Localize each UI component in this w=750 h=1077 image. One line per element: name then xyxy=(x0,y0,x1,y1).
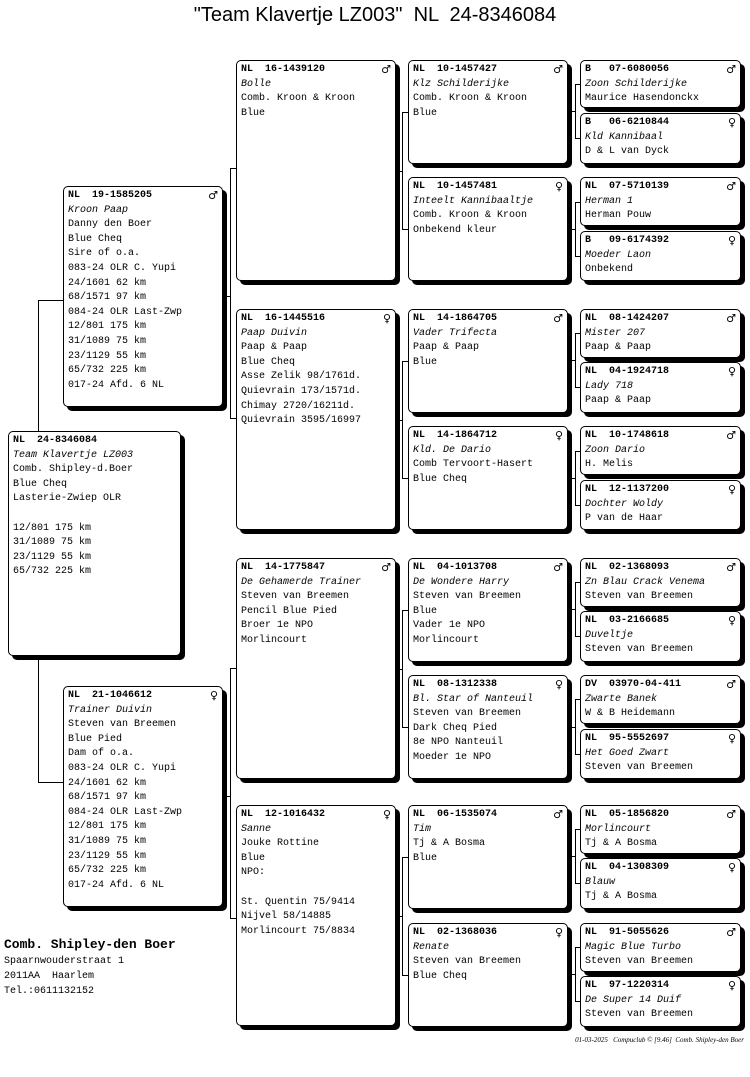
pigeon-name: Lady 718 xyxy=(585,380,634,392)
pigeon-info-line: Blue xyxy=(413,605,438,617)
pigeon-card-sire[interactable] xyxy=(63,186,223,407)
pigeon-info-line: Steven van Breemen xyxy=(585,762,694,774)
pigeon-info-line: 083-24 OLR C. Yupi xyxy=(68,762,177,774)
pigeon-card-g15[interactable] xyxy=(580,923,741,972)
pigeon-info-line: Broer 1e NPO xyxy=(241,620,314,632)
female-symbol-icon: ♀ xyxy=(727,365,736,378)
pigeon-ring xyxy=(585,483,736,498)
pigeon-info-line: Morlincourt xyxy=(241,634,308,646)
pigeon-card-ssd[interactable] xyxy=(408,177,568,281)
connector-line xyxy=(568,478,575,479)
ring-number: NL 14-1864705 xyxy=(413,313,498,324)
pigeon-ring xyxy=(585,808,736,823)
pigeon-name: Zwarte Banek xyxy=(585,693,658,705)
pigeon-name: Paap Duivin xyxy=(241,327,308,339)
pigeon-info-line: Blue Cheq xyxy=(241,356,296,368)
pigeon-name: Team Klavertje LZ003 xyxy=(13,449,134,461)
pigeon-name: Mister 207 xyxy=(585,327,646,339)
pigeon-name: De Gehamerde Trainer xyxy=(241,576,362,588)
owner-street: Spaarnwouderstraat 1 xyxy=(4,956,125,967)
pigeon-info-line: 017-24 Afd. 6 NL xyxy=(68,379,165,391)
pigeon-info-line: Paap & Paap xyxy=(585,342,652,354)
pigeon-ring xyxy=(585,234,736,249)
pigeon-card-g13[interactable] xyxy=(580,805,741,854)
pigeon-name: Bolle xyxy=(241,78,272,90)
pigeon-info-line: Dam of o.a. xyxy=(68,748,135,760)
ring-number: NL 14-1864712 xyxy=(413,430,498,441)
ring-number: NL 05-1856820 xyxy=(585,809,670,820)
ring-number: B 07-6080056 xyxy=(585,64,670,75)
pigeon-ring xyxy=(585,180,736,195)
ring-number: NL 04-1308309 xyxy=(585,862,670,873)
pigeon-info-line: 65/732 225 km xyxy=(68,865,147,877)
pigeon-name: Sanne xyxy=(241,823,272,835)
ring-number: DV 03970-04-411 xyxy=(585,679,682,690)
pigeon-name: Kld. De Dario xyxy=(413,444,492,456)
pigeon-info-line: 23/1129 55 km xyxy=(68,850,147,862)
pigeon-card-g8[interactable] xyxy=(580,480,741,530)
pigeon-info-line: Nijvel 58/14885 xyxy=(241,911,332,923)
pigeon-name: Kroon Paap xyxy=(68,204,129,216)
female-symbol-icon: ♀ xyxy=(727,861,736,874)
ring-number: NL 02-1368093 xyxy=(585,562,670,573)
female-symbol-icon: ♀ xyxy=(554,926,563,939)
pigeon-info-line: 68/1571 97 km xyxy=(68,792,147,804)
pigeon-ring xyxy=(585,732,736,747)
pigeon-card-g5[interactable] xyxy=(580,309,741,358)
male-symbol-icon: ♂ xyxy=(381,561,391,574)
pigeon-card-g10[interactable] xyxy=(580,611,741,662)
pigeon-card-g3[interactable] xyxy=(580,177,741,226)
pigeon-info-line: Morlincourt xyxy=(413,634,480,646)
pigeon-info-line: Blue xyxy=(413,107,438,119)
pigeon-info-line: Tj & A Bosma xyxy=(413,838,486,850)
male-symbol-icon: ♂ xyxy=(726,312,736,325)
pigeon-info-line: 12/801 175 km xyxy=(68,321,147,333)
male-symbol-icon: ♂ xyxy=(726,926,736,939)
pigeon-card-g1[interactable] xyxy=(580,60,741,108)
ring-number: NL 12-1016432 xyxy=(241,809,326,820)
pigeon-card-subject[interactable] xyxy=(8,431,181,656)
pigeon-name: Vader Trifecta xyxy=(413,327,498,339)
pigeon-info-line: Blue xyxy=(241,852,266,864)
connector-line xyxy=(38,300,39,431)
pigeon-info-line: 65/732 225 km xyxy=(68,365,147,377)
connector-line xyxy=(568,360,575,361)
pigeon-info-line: 23/1129 55 km xyxy=(68,350,147,362)
footer xyxy=(0,1036,744,1044)
pigeon-info-line: Morlincourt 75/8834 xyxy=(241,925,356,937)
pigeon-card-dsd[interactable] xyxy=(408,675,568,779)
male-symbol-icon: ♂ xyxy=(726,808,736,821)
connector-line xyxy=(575,333,576,387)
pigeon-ring xyxy=(413,429,563,444)
pigeon-card-ddd[interactable] xyxy=(408,923,568,1027)
male-symbol-icon: ♂ xyxy=(726,429,736,442)
pigeon-info-line: Paap & Paap xyxy=(413,342,480,354)
pigeon-ring xyxy=(241,63,391,78)
pigeon-info-line: Moeder 1e NPO xyxy=(413,751,492,763)
pigeon-card-dam-dam[interactable] xyxy=(236,805,396,1026)
pigeon-ring xyxy=(585,979,736,994)
ring-number: NL 19-1585205 xyxy=(68,190,153,201)
pigeon-info-line: Blue Cheq xyxy=(13,478,68,490)
female-symbol-icon: ♀ xyxy=(727,116,736,129)
pigeon-info-line: 12/801 175 km xyxy=(68,821,147,833)
pigeon-ring xyxy=(413,180,563,195)
connector-line xyxy=(402,361,403,478)
female-symbol-icon: ♀ xyxy=(727,483,736,496)
pigeon-card-sss[interactable] xyxy=(408,60,568,164)
owner-block xyxy=(4,936,176,999)
connector-line xyxy=(568,229,575,230)
pigeon-card-sire-dam[interactable] xyxy=(236,309,396,530)
connector-line xyxy=(575,451,576,505)
pigeon-ring xyxy=(13,434,176,449)
pigeon-info-line: St. Quentin 75/9414 xyxy=(241,896,356,908)
pigeon-card-dss[interactable] xyxy=(408,558,568,662)
connector-line xyxy=(38,782,63,783)
connector-line xyxy=(223,296,230,297)
owner-name: Comb. Shipley-den Boer xyxy=(4,937,176,952)
connector-line xyxy=(230,168,231,418)
pigeon-info-line: Comb. Kroon & Kroon xyxy=(413,93,528,105)
pigeon-info-line: Vader 1e NPO xyxy=(413,620,486,632)
pigeon-info-line: Herman Pouw xyxy=(585,210,652,222)
pigeon-info-line: Blue xyxy=(413,356,438,368)
connector-line xyxy=(396,420,402,421)
pigeon-info-line: Paap & Paap xyxy=(585,395,652,407)
pigeon-info-line: 31/1089 75 km xyxy=(13,537,92,549)
pigeon-info-line: 084-24 OLR Last-Zwp xyxy=(68,806,183,818)
female-symbol-icon: ♀ xyxy=(727,732,736,745)
male-symbol-icon: ♂ xyxy=(726,678,736,691)
pigeon-name: Trainer Duivin xyxy=(68,704,153,716)
pigeon-card-g2[interactable] xyxy=(580,113,741,164)
pigeon-info-line: Comb. Shipley-d.Boer xyxy=(13,464,134,476)
footer-date: 01-03-2025 xyxy=(575,1036,608,1044)
pigeon-info-line: 017-24 Afd. 6 NL xyxy=(68,879,165,891)
pigeon-info-line: H. Melis xyxy=(585,459,634,471)
pigeon-info-line: 68/1571 97 km xyxy=(68,292,147,304)
pigeon-info-line: W & B Heidemann xyxy=(585,708,676,720)
pigeon-ring xyxy=(241,561,391,576)
owner-city: 2011AA Haarlem xyxy=(4,971,95,982)
connector-line xyxy=(223,796,230,797)
pigeon-name: Dochter Woldy xyxy=(585,498,664,510)
ring-number: NL 03-2166685 xyxy=(585,615,670,626)
pigeon-name: Morlincourt xyxy=(585,823,652,835)
pigeon-name: Het Goed Zwart xyxy=(585,747,670,759)
ring-number: NL 07-5710139 xyxy=(585,181,670,192)
pigeon-card-g9[interactable] xyxy=(580,558,741,607)
pigeon-info-line: Tj & A Bosma xyxy=(585,838,658,850)
pigeon-name: Magic Blue Turbo xyxy=(585,941,682,953)
pigeon-info-line: Steven van Breemen xyxy=(413,956,522,968)
pigeon-info-line: Steven van Breemen xyxy=(68,719,177,731)
ring-number: NL 24-8346084 xyxy=(13,435,98,446)
ring-number: NL 97-1220314 xyxy=(585,980,670,991)
pigeon-ring xyxy=(585,312,736,327)
connector-line xyxy=(396,171,402,172)
ring-number: NL 16-1445516 xyxy=(241,313,326,324)
female-symbol-icon: ♀ xyxy=(727,234,736,247)
male-symbol-icon: ♂ xyxy=(553,63,563,76)
pigeon-info-line: NPO: xyxy=(241,867,266,879)
pigeon-info-line: Danny den Boer xyxy=(68,219,153,231)
pigeon-info-line: Blue Pied xyxy=(68,733,123,745)
owner-phone: Tel.:0611132152 xyxy=(4,986,95,997)
connector-line xyxy=(568,727,575,728)
pigeon-card-g11[interactable] xyxy=(580,675,741,724)
ring-number: NL 08-1424207 xyxy=(585,313,670,324)
pigeon-info-line: 084-24 OLR Last-Zwp xyxy=(68,306,183,318)
pigeon-info-line: 8e NPO Nanteuil xyxy=(413,737,504,749)
pigeon-info-line: P van de Haar xyxy=(585,513,664,525)
ring-number: B 06-6210844 xyxy=(585,117,670,128)
pigeon-card-g7[interactable] xyxy=(580,426,741,475)
pigeon-info-line: 31/1089 75 km xyxy=(68,335,147,347)
pigeon-info-line: Blue xyxy=(413,852,438,864)
female-symbol-icon: ♀ xyxy=(382,312,391,325)
pigeon-ring xyxy=(585,429,736,444)
pigeon-info-line: Steven van Breemen xyxy=(413,708,522,720)
pigeon-info-line: Jouke Rottine xyxy=(241,838,320,850)
female-symbol-icon: ♀ xyxy=(554,180,563,193)
pigeon-info-line: Asse Zelik 98/1761d. xyxy=(241,371,362,383)
ring-number: NL 10-1748618 xyxy=(585,430,670,441)
pigeon-info-line: Chimay 2720/16211d. xyxy=(241,400,356,412)
pigeon-card-g6[interactable] xyxy=(580,362,741,413)
connector-line xyxy=(575,947,576,1001)
ring-number: NL 10-1457427 xyxy=(413,64,498,75)
ring-number: NL 14-1775847 xyxy=(241,562,326,573)
pigeon-info-line: Paap & Paap xyxy=(241,342,308,354)
pigeon-info-line: 24/1601 62 km xyxy=(68,277,147,289)
connector-line xyxy=(568,609,575,610)
pigeon-info-line: Steven van Breemen xyxy=(585,644,694,656)
pigeon-ring xyxy=(585,561,736,576)
pigeon-ring xyxy=(68,189,218,204)
pigeon-info-line: Comb. Kroon & Kroon xyxy=(413,210,528,222)
female-symbol-icon: ♀ xyxy=(382,808,391,821)
pigeon-ring xyxy=(585,63,736,78)
pigeon-info-line: 24/1601 62 km xyxy=(68,777,147,789)
pigeon-info-line: Lasterie-Zwiep OLR xyxy=(13,493,122,505)
pigeon-card-g14[interactable] xyxy=(580,858,741,909)
pigeon-info-line: Steven van Breemen xyxy=(413,591,522,603)
pigeon-card-sdd[interactable] xyxy=(408,426,568,530)
pigeon-info-line: Comb. Kroon & Kroon xyxy=(241,93,356,105)
connector-line xyxy=(575,582,576,636)
female-symbol-icon: ♀ xyxy=(727,614,736,627)
ring-number: NL 12-1137200 xyxy=(585,484,670,495)
pigeon-ring xyxy=(413,312,563,327)
pigeon-info-line: Steven van Breemen xyxy=(585,1009,694,1021)
ring-number: NL 02-1368036 xyxy=(413,927,498,938)
footer-program: Compuclub © [9.46] xyxy=(613,1036,672,1044)
pigeon-info-line: 23/1129 55 km xyxy=(13,551,92,563)
male-symbol-icon: ♂ xyxy=(726,180,736,193)
pigeon-name: Kld Kannibaal xyxy=(585,131,664,143)
connector-line xyxy=(575,84,576,138)
pigeon-info-line: Maurice Hasendonckx xyxy=(585,93,700,105)
pigeon-name: Blauw xyxy=(585,876,616,888)
pigeon-ring xyxy=(241,312,391,327)
pigeon-name: De Wondere Harry xyxy=(413,576,510,588)
pigeon-card-dam-sire[interactable] xyxy=(236,558,396,779)
pigeon-card-dds[interactable] xyxy=(408,805,568,909)
pigeon-name: Moeder Laon xyxy=(585,249,652,261)
pigeon-card-g16[interactable] xyxy=(580,976,741,1027)
female-symbol-icon: ♀ xyxy=(727,979,736,992)
pigeon-name: Klz Schilderijke xyxy=(413,78,510,90)
connector-line xyxy=(38,656,39,782)
ring-number: NL 04-1924718 xyxy=(585,366,670,377)
pigeon-name: Tim xyxy=(413,823,432,835)
pigeon-ring xyxy=(413,926,563,941)
male-symbol-icon: ♂ xyxy=(208,189,218,202)
pigeon-name: Duveltje xyxy=(585,629,634,641)
pigeon-ring xyxy=(585,926,736,941)
pigeon-card-g12[interactable] xyxy=(580,729,741,779)
pigeon-info-line: Blue xyxy=(241,107,266,119)
male-symbol-icon: ♂ xyxy=(553,561,563,574)
footer-owner: Comb. Shipley-den Boer xyxy=(675,1036,744,1044)
pigeon-ring xyxy=(585,678,736,693)
pigeon-info-line: 65/732 225 km xyxy=(13,566,92,578)
pigeon-info-line: Dark Cheq Pied xyxy=(413,722,498,734)
pigeon-info-line: Pencil Blue Pied xyxy=(241,605,338,617)
male-symbol-icon: ♂ xyxy=(553,808,563,821)
pigeon-info-line: D & L van Dyck xyxy=(585,146,670,158)
connector-line xyxy=(568,856,575,857)
pigeon-name: Zn Blau Crack Venema xyxy=(585,576,706,588)
pigeon-card-dam[interactable] xyxy=(63,686,223,907)
female-symbol-icon: ♀ xyxy=(209,689,218,702)
connector-line xyxy=(575,699,576,754)
ring-number: NL 16-1439120 xyxy=(241,64,326,75)
pigeon-name: Renate xyxy=(413,941,450,953)
pigeon-name: De Super 14 Duif xyxy=(585,994,682,1006)
pigeon-card-sire-sire[interactable] xyxy=(236,60,396,281)
pigeon-info-line: 31/1089 75 km xyxy=(68,835,147,847)
pigeon-ring xyxy=(413,808,563,823)
ring-number: B 09-6174392 xyxy=(585,235,670,246)
pigeon-info-line: Blue Cheq xyxy=(68,233,123,245)
connector-line xyxy=(402,112,403,229)
pigeon-info-line: 083-24 OLR C. Yupi xyxy=(68,262,177,274)
pigeon-name: Zoon Schilderijke xyxy=(585,78,688,90)
pigeon-info-line: Onbekend xyxy=(585,264,634,276)
pigeon-info-line: Steven van Breemen xyxy=(585,956,694,968)
pigeon-ring xyxy=(413,678,563,693)
ring-number: NL 06-1535074 xyxy=(413,809,498,820)
pigeon-ring xyxy=(585,861,736,876)
male-symbol-icon: ♂ xyxy=(381,63,391,76)
pigeon-info-line: Quievrain 173/1571d. xyxy=(241,385,362,397)
pigeon-info-line: Comb Tervoort-Hasert xyxy=(413,459,534,471)
ring-number: NL 04-1013708 xyxy=(413,562,498,573)
pigeon-info-line: Steven van Breemen xyxy=(585,591,694,603)
pigeon-ring xyxy=(241,808,391,823)
ring-number: NL 91-5055626 xyxy=(585,927,670,938)
pigeon-ring xyxy=(68,689,218,704)
pigeon-info-line: 12/801 175 km xyxy=(13,522,92,534)
male-symbol-icon: ♂ xyxy=(553,312,563,325)
connector-line xyxy=(396,669,402,670)
ring-number: NL 95-5552697 xyxy=(585,733,670,744)
pigeon-card-sds[interactable] xyxy=(408,309,568,413)
connector-line xyxy=(230,668,231,918)
connector-line xyxy=(568,974,575,975)
male-symbol-icon: ♂ xyxy=(726,63,736,76)
pigeon-card-g4[interactable] xyxy=(580,231,741,281)
connector-line xyxy=(38,300,63,301)
pigeon-name: Zoon Dario xyxy=(585,444,646,456)
male-symbol-icon: ♂ xyxy=(726,561,736,574)
pigeon-name: Inteelt Kannibaaltje xyxy=(413,195,534,207)
pigeon-info-line: Sire of o.a. xyxy=(68,248,141,260)
pigeon-name: Bl. Star of Nanteuil xyxy=(413,693,534,705)
ring-number: NL 21-1046612 xyxy=(68,690,153,701)
pigeon-ring xyxy=(585,365,736,380)
pigeon-name: Herman 1 xyxy=(585,195,634,207)
connector-line xyxy=(575,829,576,883)
female-symbol-icon: ♀ xyxy=(554,429,563,442)
pigeon-info-line: Steven van Breemen xyxy=(241,591,350,603)
pigeon-info-line xyxy=(241,881,391,896)
connector-line xyxy=(402,857,403,975)
pigeon-ring xyxy=(585,116,736,131)
pigeon-ring xyxy=(413,561,563,576)
connector-line xyxy=(402,610,403,727)
pigeon-ring xyxy=(413,63,563,78)
female-symbol-icon: ♀ xyxy=(554,678,563,691)
connector-line xyxy=(575,202,576,256)
pigeon-info-line xyxy=(13,507,176,522)
pigeon-ring xyxy=(585,614,736,629)
pedigree-title: "Team Klavertje LZ003" NL 24-8346084 xyxy=(193,4,557,26)
pigeon-info-line: Onbekend kleur xyxy=(413,224,498,236)
pigeon-info-line: Quievrain 3595/16997 xyxy=(241,415,362,427)
ring-number: NL 08-1312338 xyxy=(413,679,498,690)
pigeon-info-line: Blue Cheq xyxy=(413,473,468,485)
pigeon-info-line: Blue Cheq xyxy=(413,970,468,982)
ring-number: NL 10-1457481 xyxy=(413,181,498,192)
pigeon-info-line: Tj & A Bosma xyxy=(585,891,658,903)
connector-line xyxy=(568,111,575,112)
connector-line xyxy=(396,916,402,917)
